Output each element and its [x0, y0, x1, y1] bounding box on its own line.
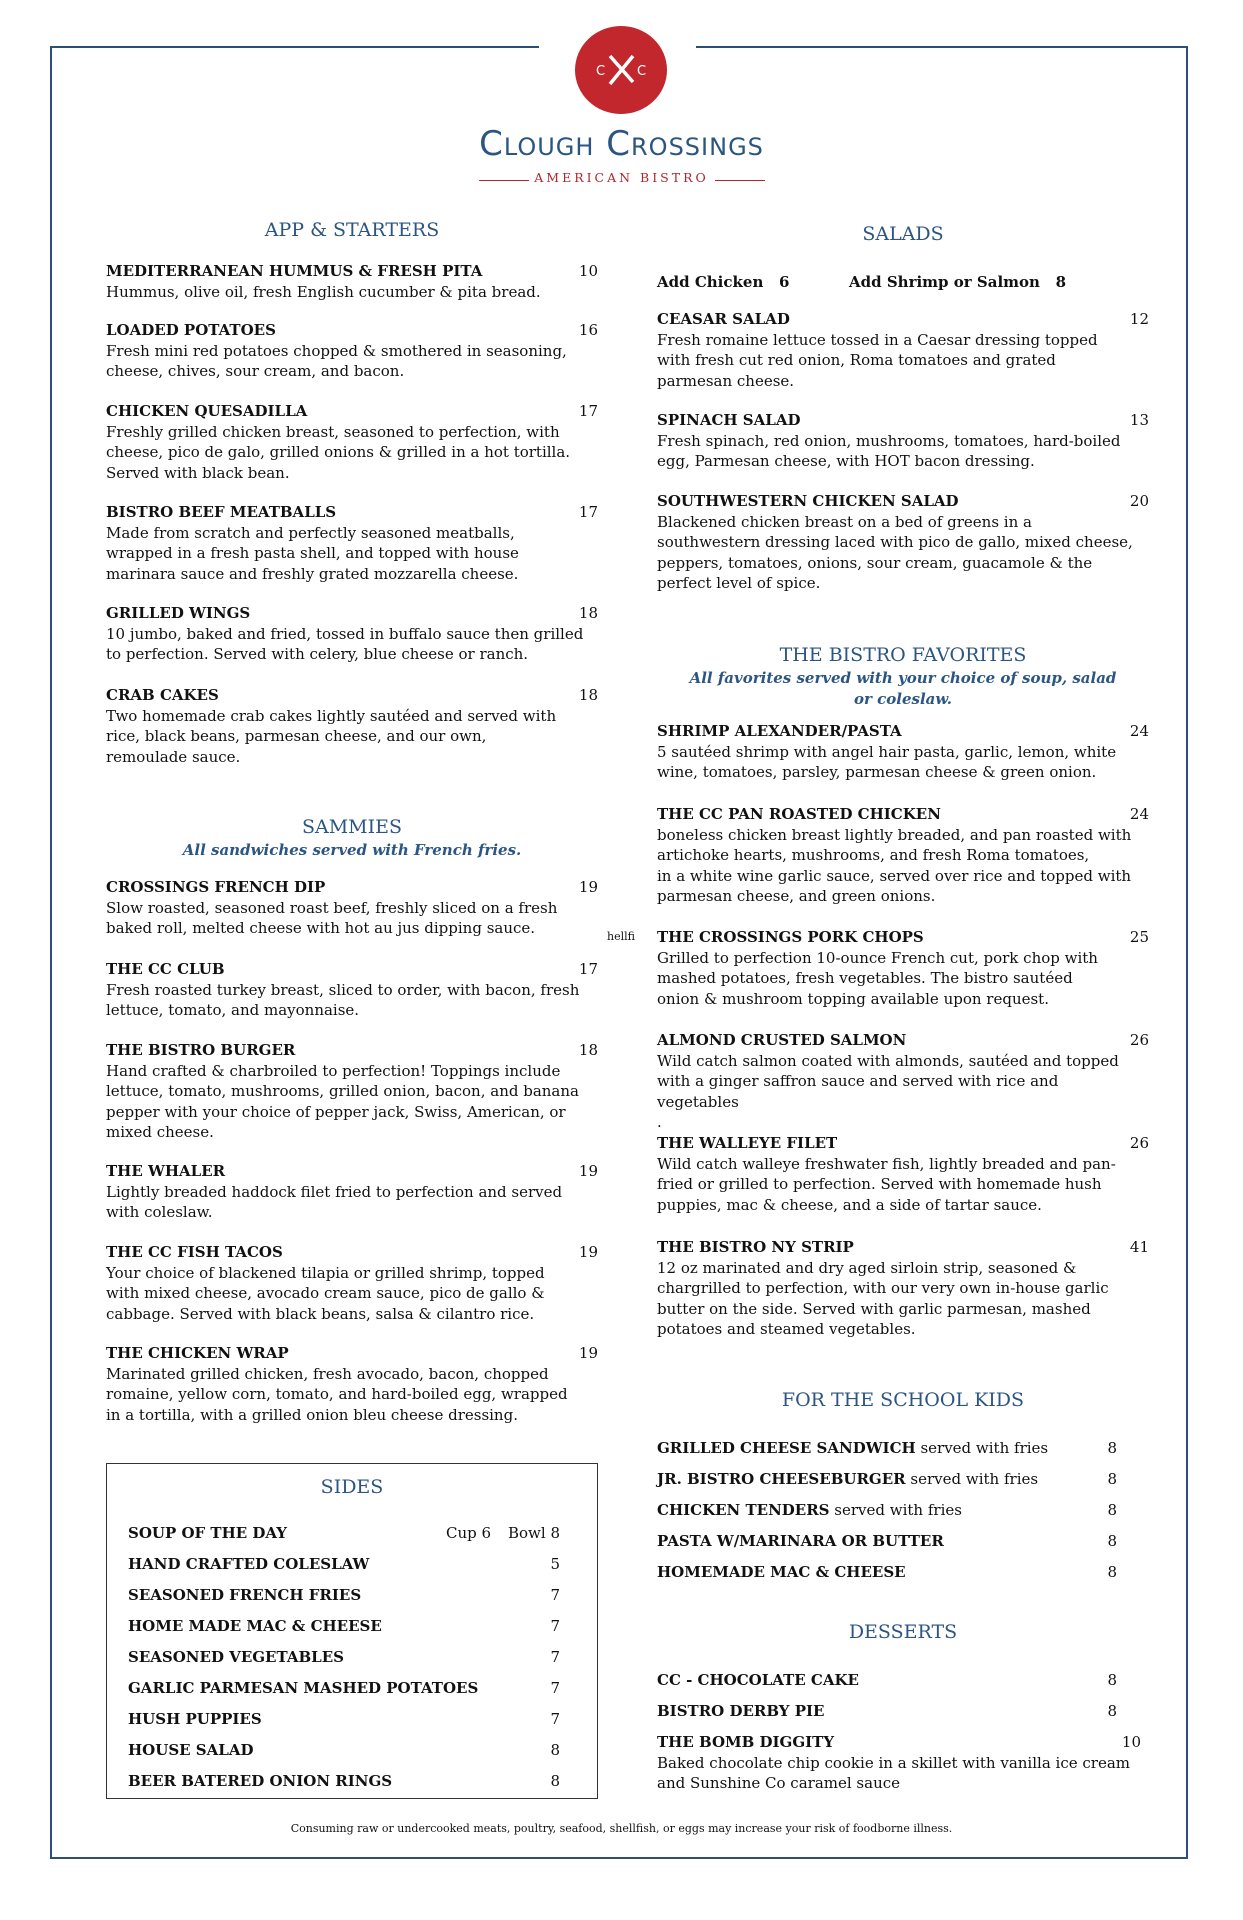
item-price: 25: [1129, 928, 1149, 946]
menu-item: [106, 1040, 598, 1143]
menu-item: [657, 1237, 1149, 1340]
section-heading-kids: FOR THE SCHOOL KIDS: [781, 1389, 1025, 1411]
kids-item: [657, 1469, 1117, 1489]
kids-note: served with fries: [915, 1439, 1049, 1457]
item-price: 24: [1129, 722, 1149, 740]
add-chicken-label: Add Chicken 6: [657, 273, 790, 291]
side-price: 8: [550, 1772, 560, 1790]
menu-item: [106, 959, 598, 1021]
item-price: 18: [578, 686, 598, 704]
dessert-price: 8: [1107, 1671, 1117, 1689]
item-name: BISTRO BEEF MEATBALLS: [106, 503, 337, 521]
item-price: 19: [578, 1243, 598, 1261]
item-description: 12 oz marinated and dry aged sirloin strip, seasoned & chargrilled to perfection, with our very own in-house garlic butter on the side. Served with garlic parmesan, mashed potatoes and steamed vegetables.: [657, 1258, 1109, 1338]
item-name: SOUTHWESTERN CHICKEN SALAD: [657, 492, 959, 510]
dessert-item: [657, 1701, 1117, 1722]
item-description: Hummus, olive oil, fresh English cucumber & pita bread.: [106, 282, 541, 301]
item-description: Lightly breaded haddock filet fried to perfection and served with coleslaw.: [106, 1182, 563, 1221]
svg-text:C: C: [637, 64, 647, 79]
item-description: Two homemade crab cakes lightly sautéed and served with rice, black beans, parmesan cheese, and our own, remoulade sauce.: [106, 706, 557, 766]
dessert-description: Baked chocolate chip cookie in a skillet with vanilla ice cream and Sunshine Co caramel sauce: [657, 1753, 1130, 1792]
dessert-price: 8: [1107, 1702, 1117, 1720]
item-price: 19: [578, 1162, 598, 1180]
side-bowl-price: Bowl 8: [507, 1524, 560, 1542]
divider: [696, 46, 1186, 48]
item-price: 26: [1129, 1134, 1149, 1152]
menu-item: [106, 502, 598, 584]
side-item-soup: [128, 1523, 560, 1543]
kids-price: 8: [1107, 1470, 1117, 1488]
item-name: CEASAR SALAD: [657, 310, 790, 328]
item-name: THE WHALER: [106, 1162, 226, 1180]
kids-note: served with fries: [829, 1501, 962, 1519]
item-name: SHRIMP ALEXANDER/PASTA: [657, 722, 902, 740]
item-description: Fresh mini red potatoes chopped & smothered in seasoning, cheese, chives, sour cream, and bacon.: [106, 341, 567, 380]
kids-price: 8: [1107, 1563, 1117, 1581]
side-item: [128, 1554, 560, 1574]
side-item: [128, 1585, 560, 1605]
kids-note: served with fries: [905, 1470, 1039, 1488]
side-name: SOUP OF THE DAY: [128, 1524, 288, 1542]
item-price: 41: [1129, 1238, 1149, 1256]
item-description: 10 jumbo, baked and fried, tossed in buffalo sauce then grilled to perfection. Served with celery, blue cheese or ranch.: [106, 624, 584, 663]
item-name: THE CHICKEN WRAP: [106, 1344, 289, 1362]
divider: [715, 180, 765, 181]
item-price: 16: [578, 321, 598, 339]
section-subtitle-favorites: All favorites served with your choice of soup, salad or coleslaw.: [689, 669, 1117, 708]
kids-item: [657, 1562, 1117, 1582]
side-name: BEER BATERED ONION RINGS: [128, 1772, 393, 1790]
kids-name: HOMEMADE MAC & CHEESE: [657, 1563, 906, 1581]
item-price: 17: [578, 402, 598, 420]
item-description: Fresh roasted turkey breast, sliced to order, with bacon, fresh lettuce, tomato, and mayonnaise.: [106, 980, 580, 1019]
svg-text:C: C: [596, 64, 606, 79]
add-shrimp-salmon: [849, 272, 1066, 292]
menu-item: [657, 804, 1149, 907]
side-item: [128, 1616, 560, 1636]
item-name: CHICKEN QUESADILLA: [106, 402, 308, 420]
item-price: 19: [578, 878, 598, 896]
item-name: THE BISTRO NY STRIP: [657, 1238, 854, 1256]
kids-price: 8: [1107, 1439, 1117, 1457]
side-price: 5: [550, 1555, 560, 1573]
side-name: GARLIC PARMESAN MASHED POTATOES: [128, 1679, 479, 1697]
item-price: 13: [1129, 411, 1149, 429]
item-description: Fresh spinach, red onion, mushrooms, tomatoes, hard-boiled egg, Parmesan cheese, with HOT bacon dressing.: [657, 431, 1121, 470]
side-item: [128, 1647, 560, 1667]
kids-name: PASTA W/MARINARA OR BUTTER: [657, 1532, 944, 1550]
side-price: 7: [550, 1710, 560, 1728]
menu-item: [106, 261, 598, 302]
item-description: Freshly grilled chicken breast, seasoned to perfection, with cheese, pico de galo, grilled onions & grilled in a hot tortilla. Served with black bean.: [106, 422, 571, 482]
item-name: LOADED POTATOES: [106, 321, 276, 339]
side-name: SEASONED VEGETABLES: [128, 1648, 344, 1666]
section-heading-favorites: THE BISTRO FAVORITES: [779, 644, 1027, 666]
item-description: Fresh romaine lettuce tossed in a Caesar dressing topped with fresh cut red onion, Roma tomatoes and grated parmesan cheese.: [657, 330, 1098, 390]
item-description: Grilled to perfection 10-ounce French cut, pork chop with mashed potatoes, fresh vegetables. The bistro sautéed onion & mushroom topping available upon request.: [657, 948, 1098, 1008]
logo-emblem: [575, 26, 667, 114]
item-name: THE CC PAN ROASTED CHICKEN: [657, 805, 941, 823]
item-name: MEDITERRANEAN HUMMUS & FRESH PITA: [106, 262, 483, 280]
section-heading-sides: SIDES: [320, 1476, 384, 1498]
kids-item: [657, 1438, 1117, 1458]
dessert-item: [657, 1732, 1141, 1794]
footer-disclaimer: Consuming raw or undercooked meats, poultry, seafood, shellfish, or eggs may increase your risk of foodborne illness.: [290, 1822, 953, 1835]
menu-item: [657, 1133, 1149, 1215]
section-heading-salads: SALADS: [862, 223, 944, 245]
item-price: 18: [578, 1041, 598, 1059]
item-description: Wild catch salmon coated with almonds, sautéed and topped with a ginger saffron sauce and served with rice and vegetables .: [657, 1051, 1119, 1131]
side-item: [128, 1709, 560, 1729]
menu-item: [657, 491, 1149, 594]
item-description: Wild catch walleye freshwater fish, lightly breaded and pan- fried or grilled to perfection. Served with homemade hush puppies, mac & cheese, and a side of tartar sauce.: [657, 1154, 1116, 1214]
section-subtitle-sammies: All sandwiches served with French fries.: [182, 841, 522, 859]
side-name: HOME MADE MAC & CHEESE: [128, 1617, 382, 1635]
item-name: ALMOND CRUSTED SALMON: [657, 1031, 907, 1049]
item-name: THE WALLEYE FILET: [657, 1134, 838, 1152]
side-item: [128, 1740, 560, 1760]
divider: [50, 46, 539, 48]
menu-item: [657, 1030, 1149, 1133]
item-name: THE CC FISH TACOS: [106, 1243, 283, 1261]
side-item: [128, 1771, 560, 1791]
item-price: 20: [1129, 492, 1149, 510]
item-name: THE CROSSINGS PORK CHOPS: [657, 928, 924, 946]
stray-text: hellfi: [607, 930, 635, 943]
menu-item: [106, 685, 598, 767]
side-price: 7: [550, 1586, 560, 1604]
item-price: 19: [578, 1344, 598, 1362]
kids-price: 8: [1107, 1532, 1117, 1550]
kids-item: [657, 1500, 1117, 1520]
item-description: Marinated grilled chicken, fresh avocado, bacon, chopped romaine, yellow corn, tomato, and hard-boiled egg, wrapped in a tortilla, with a grilled onion bleu cheese dressing.: [106, 1364, 568, 1424]
section-heading-sammies: SAMMIES: [301, 816, 403, 838]
side-name: HUSH PUPPIES: [128, 1710, 262, 1728]
side-price: 8: [550, 1741, 560, 1759]
dessert-name: THE BOMB DIGGITY: [657, 1733, 835, 1751]
menu-item: [106, 320, 598, 382]
side-price: 7: [550, 1679, 560, 1697]
kids-name: GRILLED CHEESE SANDWICH: [657, 1439, 916, 1457]
item-name: CROSSINGS FRENCH DIP: [106, 878, 326, 896]
kids-name: CHICKEN TENDERS: [657, 1501, 830, 1519]
side-price: 7: [550, 1648, 560, 1666]
menu-item: [106, 1343, 598, 1425]
item-name: GRILLED WINGS: [106, 604, 251, 622]
menu-item: [106, 603, 598, 665]
menu-item: [106, 1161, 598, 1223]
item-name: CRAB CAKES: [106, 686, 219, 704]
menu-item: [106, 1242, 598, 1324]
menu-item: [106, 877, 598, 939]
item-price: 24: [1129, 805, 1149, 823]
section-heading-starters: APP & STARTERS: [264, 219, 440, 241]
item-price: 17: [578, 960, 598, 978]
brand-subtitle: AMERICAN BISTRO: [534, 170, 709, 185]
kids-item: [657, 1531, 1117, 1551]
side-price: 7: [550, 1617, 560, 1635]
section-heading-desserts: DESSERTS: [848, 1621, 958, 1643]
item-name: THE CC CLUB: [106, 960, 225, 978]
item-price: 18: [578, 604, 598, 622]
kids-name: JR. BISTRO CHEESEBURGER: [657, 1470, 906, 1488]
side-item: [128, 1678, 560, 1698]
item-description: Blackened chicken breast on a bed of greens in a southwestern dressing laced with pico de gallo, mixed cheese, peppers, tomatoes, onions, sour cream, guacamole & the perfect level of spice.: [657, 512, 1133, 592]
side-name: SEASONED FRENCH FRIES: [128, 1586, 362, 1604]
dessert-name: CC - CHOCOLATE CAKE: [657, 1671, 859, 1689]
item-price: 12: [1129, 310, 1149, 328]
item-price: 26: [1129, 1031, 1149, 1049]
kids-price: 8: [1107, 1501, 1117, 1519]
item-name: THE BISTRO BURGER: [106, 1041, 296, 1059]
side-name: HAND CRAFTED COLESLAW: [128, 1555, 370, 1573]
item-description: 5 sautéed shrimp with angel hair pasta, garlic, lemon, white wine, tomatoes, parsley, parmesan cheese & green onion.: [657, 742, 1117, 781]
item-description: Made from scratch and perfectly seasoned meatballs, wrapped in a fresh pasta shell, and topped with house marinara sauce and freshly grated mozzarella cheese.: [106, 523, 519, 583]
menu-item: [657, 410, 1149, 472]
side-cup-price: Cup 6: [446, 1524, 492, 1542]
dessert-name: BISTRO DERBY PIE: [657, 1702, 825, 1720]
menu-item: [106, 401, 598, 483]
item-description: Hand crafted & charbroiled to perfection! Toppings include lettuce, tomato, mushrooms, grilled onion, bacon, and banana pepper with your choice of pepper jack, Swiss, American, or mixed cheese.: [106, 1061, 579, 1141]
add-shrimp-label: Add Shrimp or Salmon 8: [849, 273, 1067, 291]
item-price: 10: [578, 262, 598, 280]
item-name: SPINACH SALAD: [657, 411, 801, 429]
dessert-item: [657, 1670, 1117, 1691]
item-description: boneless chicken breast lightly breaded, and pan roasted with artichoke hearts, mushrooms, and fresh Roma tomatoes, in a white wine garlic sauce, served over rice and topped with parmesan cheese, and green onions.: [657, 825, 1132, 905]
menu-item: [657, 927, 1149, 1009]
dessert-price: 10: [1121, 1733, 1141, 1751]
brand-name: Clough Crossings: [479, 124, 764, 164]
item-description: Your choice of blackened tilapia or grilled shrimp, topped with mixed cheese, avocado cream sauce, pico de gallo & cabbage. Served with black beans, salsa & cilantro rice.: [106, 1263, 545, 1323]
add-chicken: [657, 272, 789, 292]
menu-item: [657, 721, 1149, 783]
item-description: Slow roasted, seasoned roast beef, freshly sliced on a fresh baked roll, melted cheese with hot au jus dipping sauce.: [106, 898, 558, 937]
item-price: 17: [578, 503, 598, 521]
side-name: HOUSE SALAD: [128, 1741, 254, 1759]
menu-item: [657, 309, 1149, 391]
